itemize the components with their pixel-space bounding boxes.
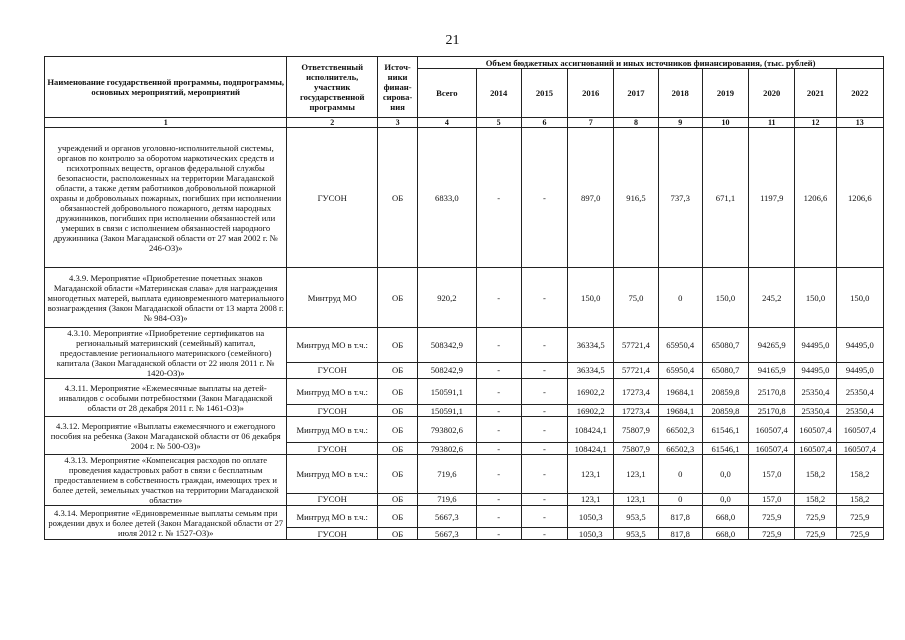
column-number: 10 xyxy=(702,118,748,128)
year-value: - xyxy=(521,493,567,505)
year-value: - xyxy=(521,455,567,494)
year-value: 75,0 xyxy=(614,268,658,328)
year-value: 897,0 xyxy=(568,128,614,268)
year-value: 94495,0 xyxy=(836,328,883,363)
table-row xyxy=(45,417,884,443)
year-value: 16902,2 xyxy=(568,405,614,417)
year-value: 94495,0 xyxy=(795,328,836,363)
funding-source: ОБ xyxy=(377,268,417,328)
page-number: 21 xyxy=(445,33,460,48)
year-value: 94495,0 xyxy=(795,362,836,378)
measure-name: 4.3.10. Мероприятие «Приобретение сертификатов на региональный материнский (семейный) капитал, предоставление регионального материнского (семейного) капитала (Закон Магаданской области от 22 июля 2011 г. № 1420-ОЗ)» xyxy=(45,328,287,379)
year-value: 725,9 xyxy=(749,528,795,540)
year-value: 817,8 xyxy=(658,528,702,540)
year-value: 66502,3 xyxy=(658,443,702,455)
measure-name: учреждений и органов уголовно-исполнительной системы, органов по контролю за оборотом наркотических средств и психотропных веществ, органов федеральной службы безопасности, расположенных на территории Магаданской области, а также детям работников добровольной пожарной охраны и добровольных пожарных, погибших при исполнении обязанностей добровольного пожарного, детям народных дружинников, погибших при исполнении обязанностей или умерших в связи с исполнением обязанностей народного дружинника (Закон Магаданской области от 27 мая 2002 г. № 246-ОЗ)» xyxy=(45,128,287,268)
table-row xyxy=(45,128,884,268)
header-name-column: Наименование государственной программы, подпрограммы, основных мероприятий, мероприятий xyxy=(45,57,287,118)
year-value: 671,1 xyxy=(702,128,748,268)
year-value: 953,5 xyxy=(614,506,658,528)
header-responsible-column: Ответственный исполнитель, участник государственной программы xyxy=(287,57,378,118)
year-value: 245,2 xyxy=(749,268,795,328)
year-value: 160507,4 xyxy=(795,417,836,443)
year-value: 817,8 xyxy=(658,506,702,528)
year-value: 160507,4 xyxy=(749,443,795,455)
column-number: 2 xyxy=(287,118,378,128)
responsible-executor: ГУСОН xyxy=(287,362,378,378)
year-value: 0 xyxy=(658,455,702,494)
year-value: 737,3 xyxy=(658,128,702,268)
responsible-executor: ГУСОН xyxy=(287,128,378,268)
header-year: 2016 xyxy=(568,69,614,118)
year-value: - xyxy=(476,506,521,528)
year-value: 19684,1 xyxy=(658,379,702,405)
table-row xyxy=(45,506,884,528)
funding-source: ОБ xyxy=(377,455,417,494)
total-value: 508242,9 xyxy=(418,362,476,378)
year-value: 725,9 xyxy=(795,506,836,528)
year-value: - xyxy=(521,528,567,540)
year-value: 66502,3 xyxy=(658,417,702,443)
year-value: - xyxy=(476,528,521,540)
budget-table xyxy=(44,56,884,540)
year-value: 1197,9 xyxy=(749,128,795,268)
year-value: 94165,9 xyxy=(749,362,795,378)
funding-source: ОБ xyxy=(377,379,417,405)
header-year: 2020 xyxy=(749,69,795,118)
year-value: - xyxy=(476,443,521,455)
column-number: 1 xyxy=(45,118,287,128)
table-body xyxy=(45,128,884,540)
total-value: 719,6 xyxy=(418,493,476,505)
year-value: 1206,6 xyxy=(795,128,836,268)
table-row xyxy=(45,268,884,328)
year-value: - xyxy=(521,362,567,378)
year-value: 953,5 xyxy=(614,528,658,540)
column-number-row xyxy=(45,118,884,128)
column-number: 5 xyxy=(476,118,521,128)
header-volume-group: Объем бюджетных ассигнований и иных источников финансирования, (тыс. рублей) xyxy=(418,57,884,69)
year-value: 94265,9 xyxy=(749,328,795,363)
funding-source: ОБ xyxy=(377,443,417,455)
measure-name: 4.3.12. Мероприятие «Выплаты ежемесячного и ежегодного пособия на ребенка (Закон Магаданской области от 06 декабря 2004 г. № 500-ОЗ)» xyxy=(45,417,287,455)
year-value: 160507,4 xyxy=(836,443,883,455)
year-value: 57721,4 xyxy=(614,328,658,363)
year-value: 75807,9 xyxy=(614,417,658,443)
year-value: 160507,4 xyxy=(836,417,883,443)
year-value: 108424,1 xyxy=(568,417,614,443)
column-number: 4 xyxy=(418,118,476,128)
header-year: 2022 xyxy=(836,69,883,118)
total-value: 719,6 xyxy=(418,455,476,494)
year-value: 160507,4 xyxy=(795,443,836,455)
responsible-executor: Минтруд МО в т.ч.: xyxy=(287,506,378,528)
funding-source: ОБ xyxy=(377,328,417,363)
year-value: 25350,4 xyxy=(795,405,836,417)
year-value: - xyxy=(476,362,521,378)
year-value: 158,2 xyxy=(795,493,836,505)
total-value: 6833,0 xyxy=(418,128,476,268)
year-value: 61546,1 xyxy=(702,443,748,455)
funding-source: ОБ xyxy=(377,128,417,268)
year-value: 25170,8 xyxy=(749,405,795,417)
year-value: - xyxy=(476,493,521,505)
year-value: 20859,8 xyxy=(702,379,748,405)
responsible-executor: ГУСОН xyxy=(287,443,378,455)
year-value: - xyxy=(476,379,521,405)
funding-source: ОБ xyxy=(377,506,417,528)
table-row xyxy=(45,379,884,405)
year-value: 1050,3 xyxy=(568,506,614,528)
year-value: 1206,6 xyxy=(836,128,883,268)
year-value: 65950,4 xyxy=(658,362,702,378)
header-total: Всего xyxy=(418,69,476,118)
year-value: 123,1 xyxy=(614,493,658,505)
year-value: 19684,1 xyxy=(658,405,702,417)
year-value: 17273,4 xyxy=(614,379,658,405)
year-value: 57721,4 xyxy=(614,362,658,378)
header-year: 2017 xyxy=(614,69,658,118)
year-value: 0,0 xyxy=(702,455,748,494)
header-year: 2021 xyxy=(795,69,836,118)
year-value: 150,0 xyxy=(702,268,748,328)
year-value: - xyxy=(476,268,521,328)
measure-name: 4.3.13. Мероприятие «Компенсация расходов по оплате проведения кадастровых работ в связи с бесплатным предоставлением в собственность граждан, имеющих трех и более детей, земельных участков на территории Магаданской области» xyxy=(45,455,287,506)
total-value: 793802,6 xyxy=(418,417,476,443)
year-value: 668,0 xyxy=(702,506,748,528)
responsible-executor: ГУСОН xyxy=(287,493,378,505)
year-value: 65950,4 xyxy=(658,328,702,363)
year-value: 725,9 xyxy=(836,528,883,540)
year-value: - xyxy=(476,328,521,363)
year-value: 725,9 xyxy=(749,506,795,528)
year-value: 20859,8 xyxy=(702,405,748,417)
year-value: 158,2 xyxy=(836,493,883,505)
year-value: - xyxy=(521,405,567,417)
measure-name: 4.3.11. Мероприятие «Ежемесячные выплаты на детей-инвалидов с особыми потребностями (Закон Магаданской области от 28 декабря 2011 г. № 1461-ОЗ)» xyxy=(45,379,287,417)
year-value: 65080,7 xyxy=(702,362,748,378)
year-value: 65080,7 xyxy=(702,328,748,363)
year-value: - xyxy=(476,405,521,417)
funding-source: ОБ xyxy=(377,417,417,443)
column-number: 3 xyxy=(377,118,417,128)
responsible-executor: Минтруд МО xyxy=(287,268,378,328)
header-year: 2015 xyxy=(521,69,567,118)
column-number: 12 xyxy=(795,118,836,128)
total-value: 150591,1 xyxy=(418,405,476,417)
funding-source: ОБ xyxy=(377,405,417,417)
year-value: - xyxy=(521,128,567,268)
year-value: 123,1 xyxy=(568,493,614,505)
year-value: 158,2 xyxy=(836,455,883,494)
column-number: 11 xyxy=(749,118,795,128)
year-value: 25170,8 xyxy=(749,379,795,405)
year-value: 25350,4 xyxy=(795,379,836,405)
year-value: 16902,2 xyxy=(568,379,614,405)
year-value: 150,0 xyxy=(795,268,836,328)
header-year: 2019 xyxy=(702,69,748,118)
year-value: 668,0 xyxy=(702,528,748,540)
year-value: 17273,4 xyxy=(614,405,658,417)
year-value: 160507,4 xyxy=(749,417,795,443)
column-number: 13 xyxy=(836,118,883,128)
year-value: 123,1 xyxy=(614,455,658,494)
year-value: 123,1 xyxy=(568,455,614,494)
responsible-executor: Минтруд МО в т.ч.: xyxy=(287,328,378,363)
year-value: 94495,0 xyxy=(836,362,883,378)
year-value: 0 xyxy=(658,268,702,328)
year-value: 75807,9 xyxy=(614,443,658,455)
table-row xyxy=(45,455,884,494)
year-value: - xyxy=(521,417,567,443)
funding-source: ОБ xyxy=(377,528,417,540)
total-value: 508342,9 xyxy=(418,328,476,363)
year-value: - xyxy=(476,417,521,443)
responsible-executor: ГУСОН xyxy=(287,528,378,540)
funding-source: ОБ xyxy=(377,493,417,505)
total-value: 920,2 xyxy=(418,268,476,328)
year-value: - xyxy=(521,506,567,528)
year-value: - xyxy=(521,268,567,328)
header-year: 2018 xyxy=(658,69,702,118)
column-number: 9 xyxy=(658,118,702,128)
measure-name: 4.3.9. Мероприятие «Приобретение почетных знаков Магаданской области «Материнская слава» для награждения многодетных матерей, выплата единовременного материального вознаграждения (Закон Магаданской области от 13 марта 2008 г. № 984-ОЗ)» xyxy=(45,268,287,328)
year-value: 150,0 xyxy=(568,268,614,328)
total-value: 5667,3 xyxy=(418,528,476,540)
year-value: - xyxy=(476,455,521,494)
responsible-executor: Минтруд МО в т.ч.: xyxy=(287,379,378,405)
year-value: - xyxy=(521,379,567,405)
year-value: 157,0 xyxy=(749,455,795,494)
responsible-executor: Минтруд МО в т.ч.: xyxy=(287,417,378,443)
responsible-executor: ГУСОН xyxy=(287,405,378,417)
column-number: 8 xyxy=(614,118,658,128)
year-value: 725,9 xyxy=(836,506,883,528)
year-value: 108424,1 xyxy=(568,443,614,455)
year-value: - xyxy=(521,328,567,363)
year-value: 36334,5 xyxy=(568,362,614,378)
year-value: - xyxy=(476,128,521,268)
year-value: 158,2 xyxy=(795,455,836,494)
total-value: 150591,1 xyxy=(418,379,476,405)
year-value: - xyxy=(521,443,567,455)
column-number: 6 xyxy=(521,118,567,128)
total-value: 5667,3 xyxy=(418,506,476,528)
table-row xyxy=(45,328,884,363)
total-value: 793802,6 xyxy=(418,443,476,455)
year-value: 916,5 xyxy=(614,128,658,268)
header-source-column: Источ-ники финан-сирова-ния xyxy=(377,57,417,118)
year-value: 725,9 xyxy=(795,528,836,540)
year-value: 1050,3 xyxy=(568,528,614,540)
year-value: 0,0 xyxy=(702,493,748,505)
year-value: 0 xyxy=(658,493,702,505)
funding-source: ОБ xyxy=(377,362,417,378)
year-value: 150,0 xyxy=(836,268,883,328)
measure-name: 4.3.14. Мероприятие «Единовременные выплаты семьям при рождении двух и более детей (Закон Магаданской области от 27 июля 2012 г. № 1527-ОЗ)» xyxy=(45,506,287,540)
year-value: 36334,5 xyxy=(568,328,614,363)
year-value: 61546,1 xyxy=(702,417,748,443)
responsible-executor: Минтруд МО в т.ч.: xyxy=(287,455,378,494)
year-value: 25350,4 xyxy=(836,405,883,417)
header-year: 2014 xyxy=(476,69,521,118)
year-value: 25350,4 xyxy=(836,379,883,405)
column-number: 7 xyxy=(568,118,614,128)
year-value: 157,0 xyxy=(749,493,795,505)
